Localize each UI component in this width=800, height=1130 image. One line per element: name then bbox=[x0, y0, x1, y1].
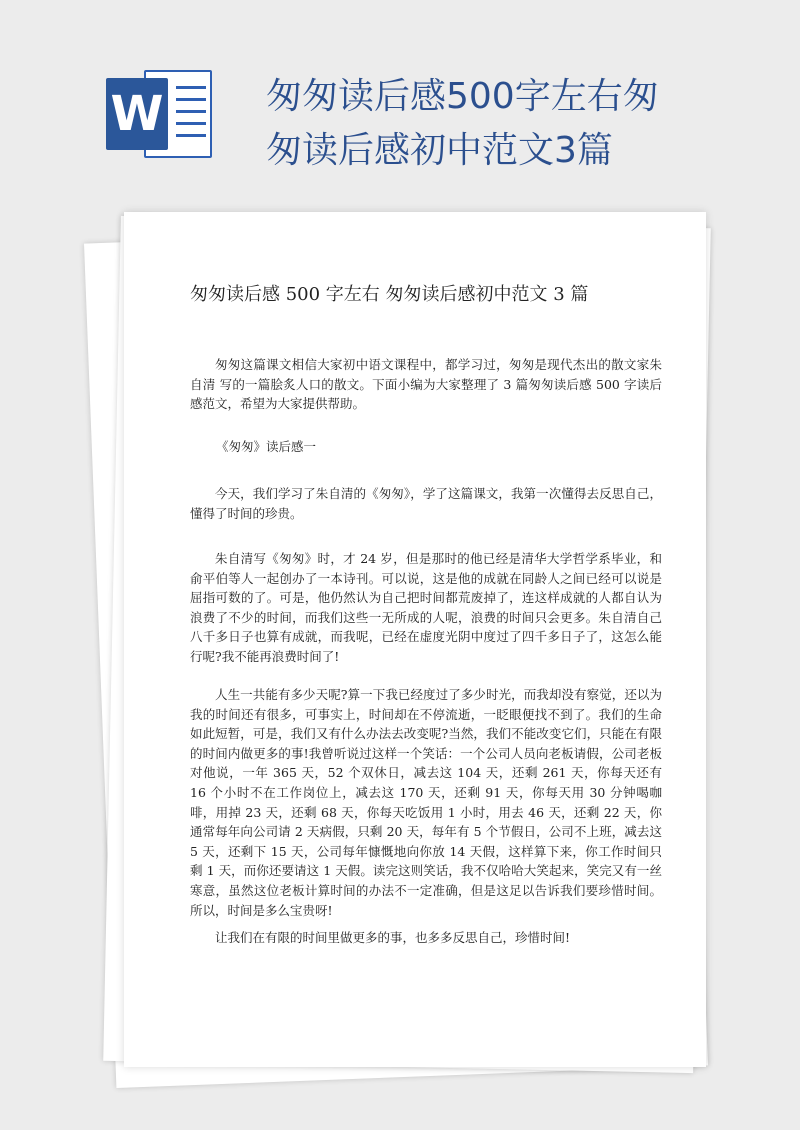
icon-line bbox=[176, 134, 206, 137]
document-title: 匆匆读后感 500 字左右 匆匆读后感初中范文 3 篇 bbox=[190, 284, 589, 305]
body-paragraph-3: 人生一共能有多少天呢?算一下我已经度过了多少时光，而我却没有察觉，还以为我的时间还有很多，可事实上，时间却在不停流逝，一眨眼便找不到了。我们的生命如此短暂，可是，我们又有什么办法去改变呢?当然，我们不能改变它们，只能在有限的时间内做更多的事!我曾听说过这样一个笑话：一个公司人员向老板请假，公司老板对他说，一年 365 天，52 个双休日，减去这 104 天，还剩 261 天，你每天还有 16 个小时不在工作岗位上，减去这 170 天，还剩 91 天，你每天用 30 分钟喝咖啡，用掉 23 天，还剩 68 天，你每天吃饭用 1 小时，用去 46 天，还剩 22 天，你通常每年向公司请 2 天病假，只剩 20 天，每年有 5 个节假日，公司不上班，减去这 5 天，还剩下 15 天，公司每年慷慨地向你放 14 天假，这样算下来，你工作时间只剩 1 天，而你还要请这 1 天假。读完这则笑话，我不仅哈哈大笑起来，笑完又有一丝寒意，虽然这位老板计算时间的办法不一定准确，但是这足以告诉我们要珍惜时间。所以，时间是多么宝贵呀! bbox=[190, 687, 662, 918]
word-document-icon bbox=[106, 70, 216, 158]
word-logo-letter: W bbox=[106, 78, 168, 150]
icon-line bbox=[176, 98, 206, 101]
icon-line bbox=[176, 122, 206, 125]
icon-line bbox=[176, 86, 206, 89]
icon-line bbox=[176, 110, 206, 113]
body-paragraph-2: 朱自清写《匆匆》时，才 24 岁，但是那时的他已经是清华大学哲学系毕业，和俞平伯等人一起创办了一本诗刊。可以说，这是他的成就在同龄人之间已经可以说是屈指可数的了。可是，他仍然认为自己把时间都荒废掉了，连这样成就的人都自认为浪费了不少的时间，而我们这些一无所成的人呢，浪费的时间只会更多。朱自清自己八千多日子也算有成就，而我呢，已经在虚度光阴中度过了四千多日子了，这怎么能行呢?我不能再浪费时间了! bbox=[190, 551, 662, 664]
page-header bbox=[0, 0, 800, 215]
body-paragraph-4: 让我们在有限的时间里做更多的事，也多多反思自己，珍惜时间! bbox=[215, 930, 571, 945]
page-title: 匆匆读后感500字左右匆匆读后感初中范文3篇 bbox=[266, 76, 659, 171]
body-paragraph-1: 今天，我们学习了朱自清的《匆匆》，学了这篇课文，我第一次懂得去反思自己，懂得了时间的珍贵。 bbox=[190, 486, 662, 521]
intro-paragraph: 匆匆这篇课文相信大家初中语文课程中，都学习过，匆匆是现代杰出的散文家朱自清 写的一篇脍炙人口的散文。下面小编为大家整理了 3 篇匆匆读后感 500 字读后感范文，希望为大家提供帮助。 bbox=[190, 357, 662, 412]
section-heading: 《匆匆》读后感一 bbox=[216, 439, 317, 454]
